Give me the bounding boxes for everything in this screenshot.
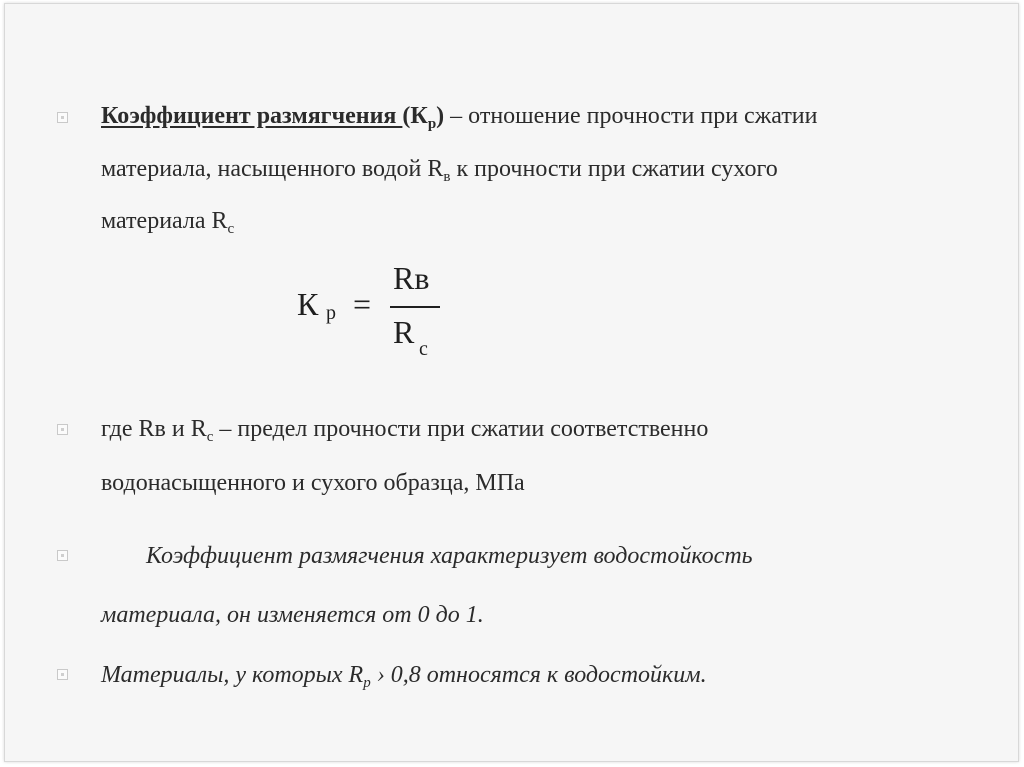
slide [4, 3, 1019, 762]
softening-coefficient-formula [297, 262, 447, 362]
characteristic-line-1: Коэффициент размягчения характеризует водостойкость [146, 543, 753, 569]
definition-text: – отношение прочности при сжатии [444, 103, 818, 129]
definition-line-1 [101, 101, 818, 131]
bullet-marker [57, 550, 68, 561]
term-symbol: $(К_р)$ [402, 103, 445, 132]
explanation-line-1: где Rв и $R_с$ – предел прочности при сжатии соответственно [101, 416, 709, 445]
formula-denominator-subscript: с [419, 338, 428, 360]
fraction-bar [390, 306, 440, 308]
formula-equals: = [353, 286, 372, 322]
explanation-line-2: водонасыщенного и сухого образца, МПа [101, 470, 525, 496]
definition-line-3: материала $R_с$ [101, 208, 235, 237]
characteristic-line-2: материала, он изменяется от 0 до 1. [101, 602, 484, 628]
term-title: Коэффициент размягчения [101, 103, 403, 129]
conclusion-line: Материалы, у которых $R_р$ › 0,8 относятся к водостойким. [101, 662, 707, 691]
formula-numerator: Rв [393, 260, 430, 296]
bullet-marker [57, 112, 68, 123]
definition-line-2: материала, насыщенного водой $R_в$ к прочности при сжатии сухого [101, 156, 778, 185]
formula-denominator: R [393, 314, 415, 350]
bullet-marker [57, 669, 68, 680]
formula-lhs: К [297, 286, 319, 322]
bullet-marker [57, 424, 68, 435]
formula-lhs-subscript: р [326, 302, 336, 324]
